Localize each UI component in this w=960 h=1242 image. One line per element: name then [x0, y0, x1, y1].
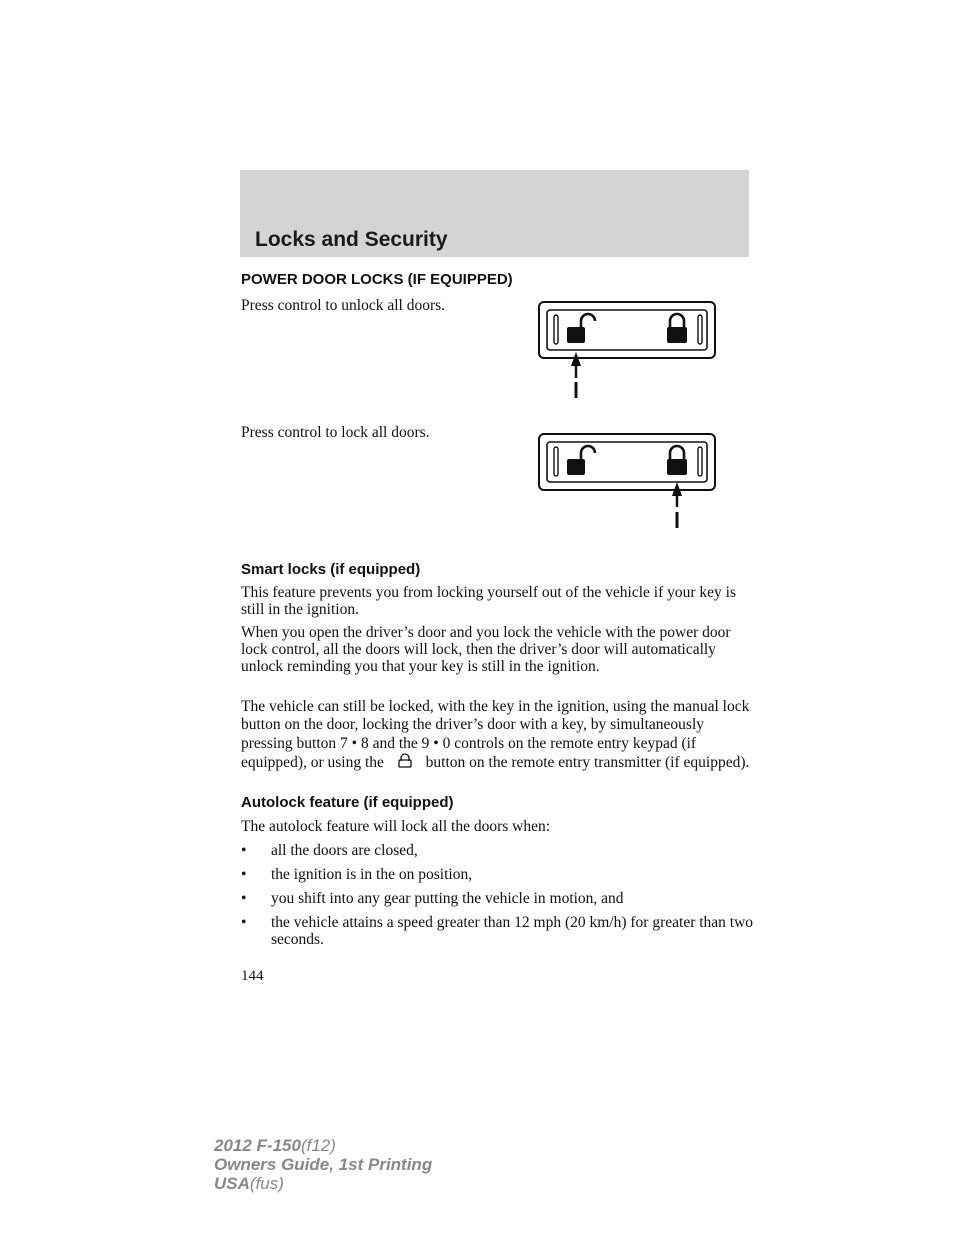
paragraph-3-text-part-1: The vehicle can still be locked, with the key in the ignition, using the manual lock button on the door, locking the driver’s door with a key, by simultaneously pressing button 7 • 8 and the 9 • 0 controls on the remote entry keypad (if equipped), or using the: [241, 698, 750, 771]
unlock-icon: [567, 314, 595, 343]
autolock-heading: Autolock feature (if equipped): [241, 794, 454, 811]
footer-market: USA: [214, 1174, 250, 1193]
smart-locks-paragraph-3: [241, 698, 756, 772]
list-item: • the ignition is in the on position,: [241, 866, 473, 883]
lock-instruction: Press control to lock all doors.: [241, 424, 430, 441]
footer-market-code: (fus): [249, 1174, 284, 1193]
footer-model: 2012 F-150: [214, 1136, 301, 1155]
footer-model-code: (f12): [300, 1136, 336, 1155]
paragraph-3-text-part-2: button on the remote entry transmitter (if equipped).: [425, 753, 750, 771]
page-number: 144: [241, 968, 264, 984]
list-item: • all the doors are closed,: [241, 842, 418, 859]
power-door-locks-heading: POWER DOOR LOCKS (IF EQUIPPED): [241, 271, 513, 288]
lock-control-figure: [538, 432, 718, 532]
autolock-intro: The autolock feature will lock all the doors when:: [241, 818, 551, 835]
transmitter-lock-icon: [388, 753, 422, 768]
unlock-icon: [567, 446, 595, 475]
unlock-instruction: Press control to unlock all doors.: [241, 297, 446, 314]
lock-icon: [667, 314, 687, 343]
smart-locks-heading: Smart locks (if equipped): [241, 561, 421, 578]
section-title: Locks and Security: [255, 228, 448, 251]
footer-guide: Owners Guide, 1st Printing: [214, 1155, 433, 1174]
smart-locks-paragraph-2: When you open the driver’s door and you lock the vehicle with the power door lock control, all the doors will lock, then the driver’s door will automatically unlock reminding you that your key is still in the ignition.: [241, 624, 731, 675]
lock-icon: [667, 446, 687, 475]
unlock-control-figure: [538, 300, 718, 400]
arrow-pointer-icon: [672, 482, 682, 528]
list-item: • you shift into any gear putting the vehicle in motion, and: [241, 890, 624, 907]
list-item: • the vehicle attains a speed greater than 12 mph (20 km/h) for greater than two seconds.: [241, 914, 754, 948]
document-footer: [214, 1136, 432, 1193]
smart-locks-paragraph-1: This feature prevents you from locking yourself out of the vehicle if your key is still in the ignition.: [241, 584, 737, 618]
